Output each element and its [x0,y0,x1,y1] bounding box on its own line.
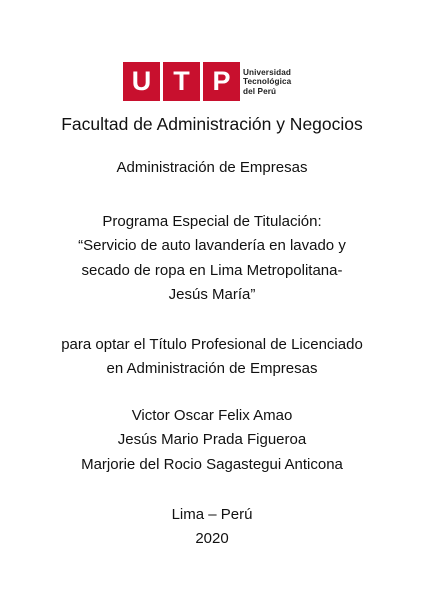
logo-text-line: Tecnológica [243,77,292,87]
program-line: secado de ropa en Lima Metropolitana- [81,262,343,279]
author-name: Marjorie del Rocio Sagastegui Anticona [81,456,343,473]
author-name: Jesús Mario Prada Figueroa [117,431,307,448]
degree-line: en Administración de Empresas [106,360,318,377]
logo-text-line: del Perú [243,86,277,96]
author-name: Victor Oscar Felix Amao [131,407,293,424]
faculty-title: Facultad de Administración y Negocios [61,114,363,134]
utp-logo [123,62,291,101]
city-country: Lima – Perú [171,506,253,523]
logo-letter-t: T [163,62,200,101]
program-line: “Servicio de auto lavandería en lavado y [78,237,346,254]
program-line: Jesús María” [168,286,256,303]
logo-text-line: Universidad [243,67,291,77]
program-line: Programa Especial de Titulación: [102,213,322,230]
logo-letter-u: U [123,62,160,101]
year: 2020 [195,530,229,547]
logo-letter-p: P [203,62,240,101]
logo-text [243,62,291,101]
career-title: Administración de Empresas [116,159,308,176]
degree-line: para optar el Título Profesional de Licenciado [61,336,363,353]
